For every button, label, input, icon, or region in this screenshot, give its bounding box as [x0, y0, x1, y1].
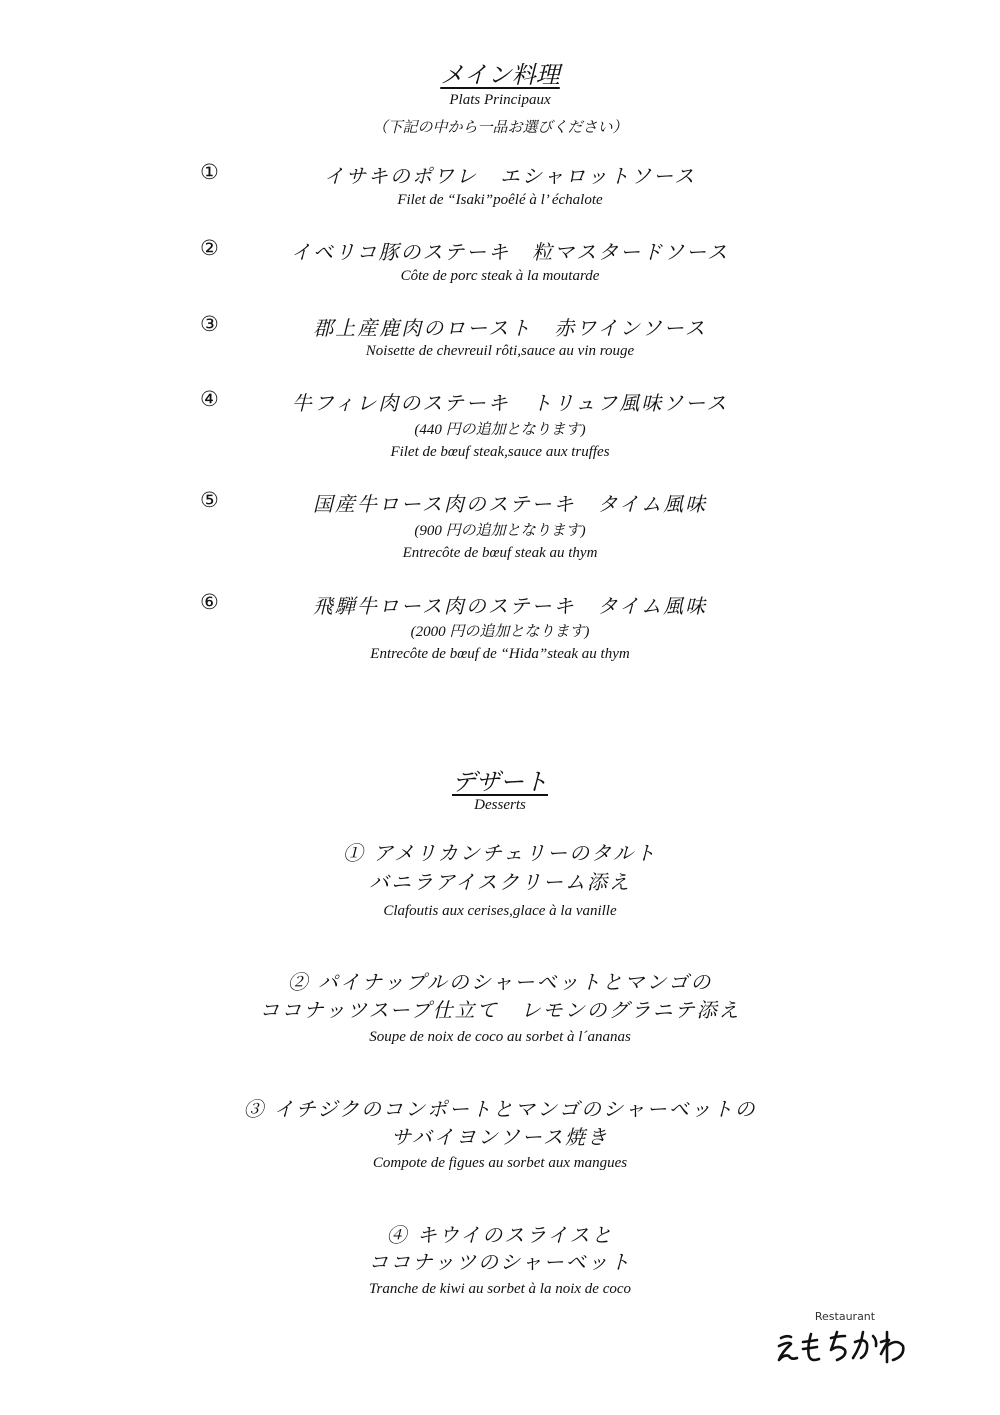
logo-label: Restaurant — [814, 1310, 876, 1323]
item-name-fr: Filet de bœuf steak,sauce aux truffes — [390, 444, 610, 460]
item-number: ⑤ — [200, 488, 219, 512]
dessert-name-line2: サバイヨンソース焼き — [391, 1125, 609, 1149]
item-name-fr: Noisette de chevreuil rôti,sauce au vin rouge — [365, 343, 635, 359]
dessert-name-line2: ココナッツのシャーベット — [368, 1250, 632, 1274]
item-name-fr: Côte de porc steak à la moutarde — [400, 268, 600, 284]
dessert-name-fr: Clafoutis aux cerises,glace à la vanille — [383, 903, 617, 919]
dessert-name-line1: ③ イチジクのコンポートとマンゴのシャーベットの — [243, 1097, 757, 1121]
item-name-jp: 郡上産鹿肉のロースト 赤ワインソース — [313, 316, 707, 340]
item-price-note: (900 円の追加となります) — [414, 523, 586, 539]
dessert-name-line1: ① アメリカンチェリーのタルト — [342, 841, 658, 865]
dessert-name-fr: Tranche de kiwi au sorbet à la noix de coco — [368, 1281, 632, 1297]
restaurant-logo — [775, 1310, 915, 1370]
item-name-fr: Entrecôte de bœuf steak au thym — [402, 545, 598, 561]
dessert-name-fr: Soupe de noix de coco au sorbet à l´ananas — [369, 1029, 631, 1045]
main-subtitle: Plats Principaux — [449, 92, 551, 108]
dessert-name-line1: ④ キウイのスライスと — [386, 1223, 614, 1247]
item-name-jp: イベリコ豚のステーキ 粒マスタードソース — [290, 240, 730, 264]
item-price-note: (2000 円の追加となります) — [410, 624, 590, 640]
logo-calligraphy — [775, 1324, 915, 1370]
dessert-name-line1: ② パイナップルのシャーベットとマンゴの — [287, 970, 713, 994]
item-name-fr: Entrecôte de bœuf de “Hida”steak au thym — [370, 646, 630, 662]
dessert-name-line2: ココナッツスープ仕立て レモンのグラニテ添え — [259, 998, 741, 1022]
item-number: ⑥ — [200, 590, 219, 614]
item-number: ③ — [200, 312, 219, 336]
item-number: ① — [200, 160, 219, 184]
item-name-jp: 飛騨牛ロース肉のステーキ タイム風味 — [312, 594, 708, 618]
dessert-name-fr: Compote de figues au sorbet aux mangues — [372, 1155, 628, 1171]
dessert-title: デザート — [452, 768, 548, 796]
main-note: （下記の中から一品お選びください） — [372, 120, 628, 136]
item-name-jp: 国産牛ロース肉のステーキ タイム風味 — [312, 492, 708, 516]
main-title: メイン料理 — [440, 61, 560, 89]
item-number: ④ — [200, 387, 219, 411]
item-name-jp: イサキのポワレ エシャロットソース — [323, 164, 697, 188]
item-name-jp: 牛フィレ肉のステーキ トリュフ風味ソース — [291, 391, 729, 415]
item-price-note: (440 円の追加となります) — [414, 422, 586, 438]
item-number: ② — [200, 236, 219, 260]
item-name-fr: Filet de “Isaki”poêlé à l’ échalote — [397, 192, 603, 208]
dessert-subtitle: Desserts — [474, 797, 526, 813]
dessert-name-line2: バニラアイスクリーム添え — [369, 870, 631, 894]
